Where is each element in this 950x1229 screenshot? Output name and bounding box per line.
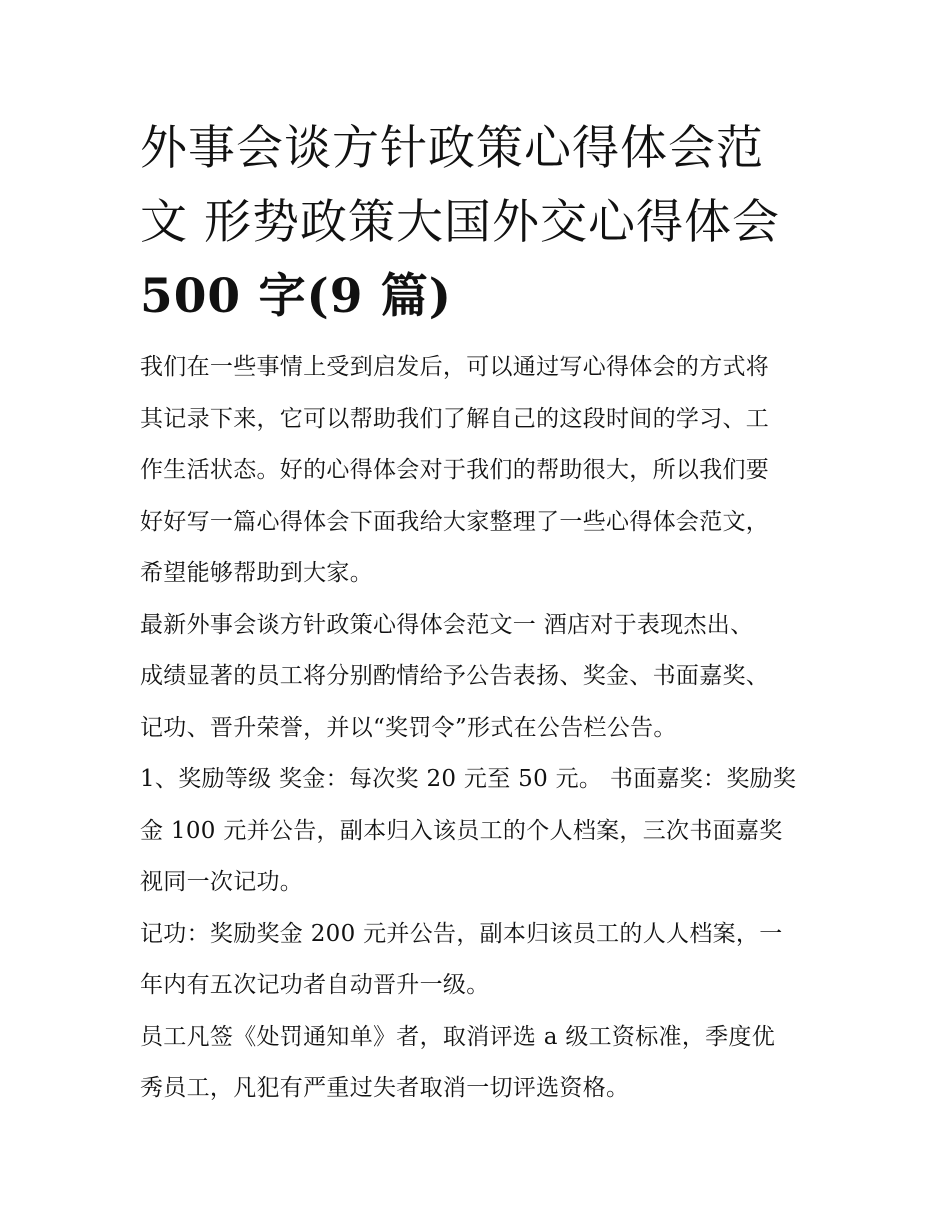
text-line: 视同一次记功。: [140, 869, 304, 895]
text-line: 好好写一篇心得体会下面我给大家整理了一些心得体会范文，: [140, 508, 770, 535]
text-line: 我们在一些事情上受到启发后，可以通过写心得体会的方式将: [140, 354, 770, 380]
text-line: 秀员工，凡犯有严重过失者取消一切评选资格。: [140, 1075, 630, 1101]
text-line: 最新外事会谈方针政策心得体会范文一 酒店对于表现杰出、: [140, 611, 754, 638]
title-line: 500 字(9 篇): [140, 269, 453, 324]
text-line: 作生活状态。好的心得体会对于我们的帮助很大，所以我们要: [140, 457, 770, 483]
text-line: 年内有五次记功者自动晋升一级。: [140, 972, 490, 998]
document-title: [140, 112, 815, 334]
document-page: [140, 112, 815, 1115]
text-line: 成绩显著的员工将分别酌情给予公告表扬、奖金、书面嘉奖、: [140, 663, 770, 689]
title-line: 文 形势政策大国外交心得体会: [140, 195, 780, 250]
title-line: 外事会谈方针政策心得体会范: [140, 121, 764, 176]
penalty-paragraph: [140, 1012, 815, 1115]
text-line: 记功、晋升荣誉，并以“奖罚令”形式在公告栏公告。: [140, 714, 677, 741]
text-line: 希望能够帮助到大家。: [140, 560, 373, 586]
reward-levels-paragraph: [140, 754, 815, 909]
merit-paragraph: [140, 909, 815, 1012]
intro-paragraph: [140, 342, 815, 600]
example-heading-paragraph: [140, 600, 815, 755]
text-line: 金 100 元并公告，副本归入该员工的个人档案，三次书面嘉奖: [140, 817, 783, 844]
text-line: 其记录下来，它可以帮助我们了解自己的这段时间的学习、工: [140, 405, 770, 432]
text-line: 记功：奖励奖金 200 元并公告，副本归该员工的人人档案，一: [140, 920, 783, 947]
text-line: 员工凡签《处罚通知单》者，取消评选 a 级工资标准，季度优: [140, 1023, 776, 1050]
text-line: 1、奖励等级 奖金：每次奖 20 元至 50 元。 书面嘉奖：奖励奖: [140, 766, 797, 792]
